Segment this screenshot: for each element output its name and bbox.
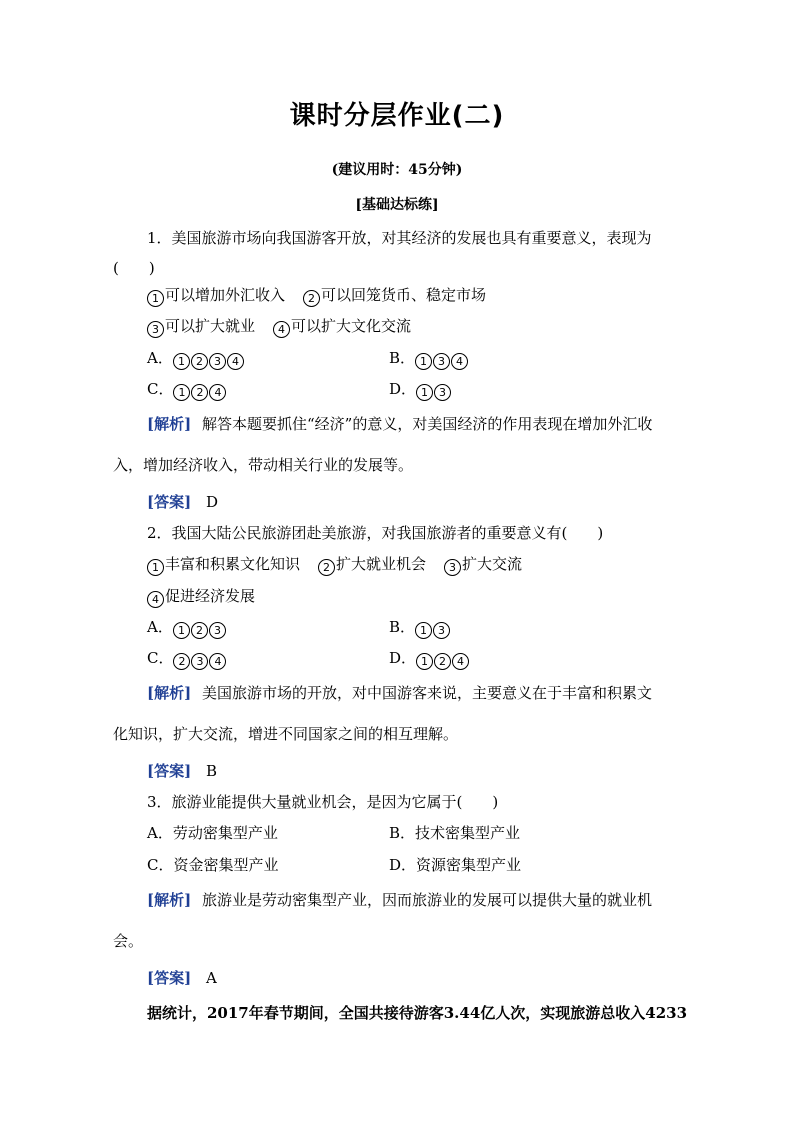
q1-items-line2 [147, 316, 411, 338]
analysis-text: 美国旅游市场的开放，对中国游客来说，主要意义在于丰富和积累文 [201, 684, 652, 702]
q2-option-c [147, 648, 227, 670]
circled-number-2: 2 [173, 653, 190, 670]
passage-line: 据统计，2017年春节期间，全国共接待游客3.44亿人次，实现旅游总收入4233 [147, 1004, 688, 1022]
option-label: D． [389, 649, 417, 667]
option-text: 资源密集型产业 [416, 856, 522, 874]
circled-number-3: 3 [209, 622, 226, 639]
circled-number-3: 3 [433, 353, 450, 370]
q1-option-c [147, 379, 227, 401]
q1-items-line1 [147, 285, 486, 307]
circled-number-1: 1 [415, 353, 432, 370]
circled-number-2: 2 [191, 384, 208, 401]
option-label: C． [147, 380, 174, 398]
circled-number-2: 2 [318, 559, 335, 576]
analysis-tag: [解析] [147, 415, 192, 433]
q3-option-b [389, 823, 520, 843]
q1-analysis-line1 [147, 414, 652, 434]
option-label: B． [389, 349, 416, 367]
list-item [318, 555, 426, 573]
circled-number-4: 4 [273, 321, 290, 338]
circled-number-4: 4 [147, 591, 164, 608]
q3-option-d [389, 855, 521, 875]
circled-number-4: 4 [227, 353, 244, 370]
answer-tag: [答案] [147, 493, 192, 511]
list-item [147, 286, 285, 304]
q1-option-b [389, 348, 469, 370]
q2-option-b [389, 617, 451, 639]
option-label: D． [389, 380, 417, 398]
circled-number-2: 2 [191, 622, 208, 639]
q3-answer [147, 968, 217, 988]
list-item [147, 555, 300, 573]
circled-number-3: 3 [147, 321, 164, 338]
option-label: A． [147, 618, 173, 636]
circled-number-3: 3 [209, 353, 226, 370]
time-note: (建议用时：45分钟) [331, 162, 463, 178]
q1-option-a [147, 348, 245, 370]
q1-answer [147, 492, 218, 512]
circled-number-4: 4 [452, 653, 469, 670]
analysis-tag: [解析] [147, 891, 192, 909]
option-text: 技术密集型产业 [415, 824, 521, 842]
circled-number-3: 3 [433, 622, 450, 639]
circled-number-2: 2 [303, 290, 320, 307]
circled-number-1: 1 [416, 653, 433, 670]
list-item-text: 扩大就业机会 [336, 555, 427, 573]
option-label: A． [147, 824, 173, 842]
option-text: 资金密集型产业 [173, 856, 279, 874]
circled-number-1: 1 [147, 559, 164, 576]
q3-stem: 3．旅游业能提供大量就业机会，是因为它属于( ) [147, 793, 499, 811]
q1-option-d [389, 379, 452, 401]
list-item-text: 可以扩大文化交流 [291, 317, 412, 335]
circled-number-2: 2 [434, 653, 451, 670]
q2-option-a [147, 617, 227, 639]
answer-value: A [205, 969, 217, 987]
circled-number-4: 4 [451, 353, 468, 370]
page-title: 课时分层作业(二) [289, 101, 505, 131]
list-item-text: 可以回笼货币、稳定市场 [321, 286, 487, 304]
q1-stem-line1: 1．美国旅游市场向我国游客开放，对其经济的发展也具有重要意义，表现为 [147, 229, 652, 247]
q2-analysis-line1 [147, 683, 652, 703]
q1-stem-line2: ( ) [113, 259, 155, 277]
option-label: B． [389, 824, 416, 842]
circled-number-1: 1 [173, 384, 190, 401]
option-label: C． [147, 649, 174, 667]
circled-number-1: 1 [415, 622, 432, 639]
q3-option-a [147, 823, 278, 843]
section-heading: [基础达标练] [355, 197, 439, 213]
list-item-text: 扩大交流 [462, 555, 523, 573]
circled-number-3: 3 [434, 384, 451, 401]
list-item [444, 555, 522, 573]
list-item-text: 可以增加外汇收入 [165, 286, 286, 304]
q2-analysis-line2: 化知识，扩大交流，增进不同国家之间的相互理解。 [113, 725, 459, 743]
q3-option-c [147, 855, 279, 875]
circled-number-4: 4 [209, 653, 226, 670]
list-item [147, 317, 255, 335]
circled-number-3: 3 [191, 653, 208, 670]
q3-analysis-line2: 会。 [113, 932, 144, 950]
q1-analysis-line2: 入，增加经济收入，带动相关行业的发展等。 [113, 456, 414, 474]
list-item-text: 促进经济发展 [165, 587, 256, 605]
circled-number-4: 4 [209, 384, 226, 401]
circled-number-1: 1 [147, 290, 164, 307]
circled-number-1: 1 [416, 384, 433, 401]
q2-answer [147, 761, 217, 781]
analysis-text: 旅游业是劳动密集型产业，因而旅游业的发展可以提供大量的就业机 [201, 891, 652, 909]
circled-number-2: 2 [191, 353, 208, 370]
answer-tag: [答案] [147, 762, 192, 780]
analysis-text: 解答本题要抓住“经济”的意义，对美国经济的作用表现在增加外汇收 [201, 415, 653, 433]
answer-value: B [205, 762, 218, 780]
circled-number-1: 1 [173, 622, 190, 639]
circled-number-1: 1 [173, 353, 190, 370]
option-label: D． [389, 856, 417, 874]
q2-option-d [389, 648, 470, 670]
q2-items-line2 [147, 586, 255, 608]
circled-number-3: 3 [444, 559, 461, 576]
q2-stem: 2．我国大陆公民旅游团赴美旅游，对我国旅游者的重要意义有( ) [147, 524, 604, 542]
list-item [147, 587, 255, 605]
option-label: A． [147, 349, 173, 367]
analysis-tag: [解析] [147, 684, 192, 702]
list-item [273, 317, 411, 335]
list-item [303, 286, 486, 304]
list-item-text: 可以扩大就业 [165, 317, 256, 335]
q3-analysis-line1 [147, 890, 652, 910]
option-label: C． [147, 856, 174, 874]
answer-tag: [答案] [147, 969, 192, 987]
q2-items-line1 [147, 554, 522, 576]
option-label: B． [389, 618, 416, 636]
option-text: 劳动密集型产业 [172, 824, 278, 842]
list-item-text: 丰富和积累文化知识 [165, 555, 301, 573]
answer-value: D [205, 493, 219, 511]
